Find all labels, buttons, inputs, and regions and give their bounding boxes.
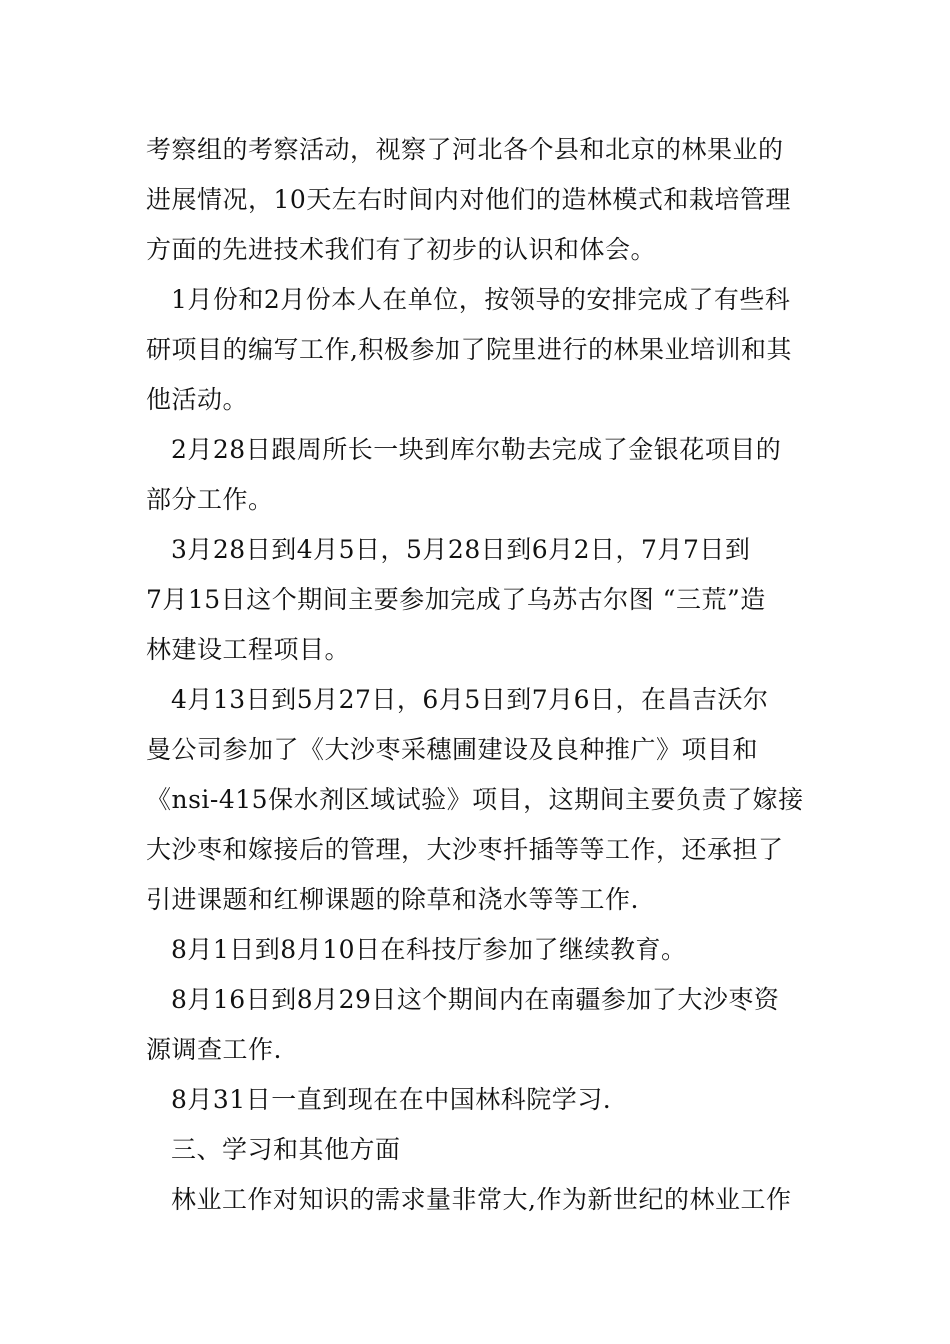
text-line: 研项目的编写工作,积极参加了院里进行的林果业培训和其	[146, 335, 792, 364]
text-line: 方面的先进技术我们有了初步的认识和体会。	[146, 235, 657, 264]
text-line: 曼公司参加了《大沙枣采穗圃建设及良种推广》项目和	[146, 735, 759, 764]
text-line: 1月份和2月份本人在单位，按领导的安排完成了有些科	[171, 285, 791, 314]
text-line: 考察组的考察活动，视察了河北各个县和北京的林果业的	[146, 135, 784, 164]
text-line: 引进课题和红柳课题的除草和浇水等等工作.	[146, 885, 639, 914]
text-line: 4月13日到5月27日，6月5日到7月6日，在昌吉沃尔	[171, 685, 769, 714]
section-heading: 三、学习和其他方面	[171, 1135, 401, 1164]
text-line: 大沙枣和嫁接后的管理，大沙枣扦插等等工作，还承担了	[146, 835, 784, 864]
text-line: 8月16日到8月29日这个期间内在南疆参加了大沙枣资	[171, 985, 780, 1014]
text-line: 部分工作。	[146, 485, 274, 514]
text-line: 进展情况，10天左右时间内对他们的造林模式和栽培管理	[146, 185, 791, 214]
document-body	[146, 125, 811, 1225]
text-line: 林业工作对知识的需求量非常大,作为新世纪的林业工作	[171, 1185, 792, 1214]
text-line: 《nsi-415保水剂区域试验》项目，这期间主要负责了嫁接	[146, 785, 804, 814]
text-line: 7月15日这个期间主要参加完成了乌苏古尔图 “三荒”造	[146, 585, 766, 614]
text-line: 3月28日到4月5日，5月28日到6月2日，7月7日到	[171, 535, 751, 564]
text-line: 林建设工程项目。	[146, 635, 351, 664]
text-line: 源调查工作.	[146, 1035, 282, 1064]
text-line: 8月31日一直到现在在中国林科院学习.	[171, 1085, 612, 1114]
text-line: 8月1日到8月10日在科技厅参加了继续教育。	[171, 935, 687, 964]
text-line: 他活动。	[146, 385, 249, 414]
text-line: 2月28日跟周所长一块到库尔勒去完成了金银花项目的	[171, 435, 782, 464]
